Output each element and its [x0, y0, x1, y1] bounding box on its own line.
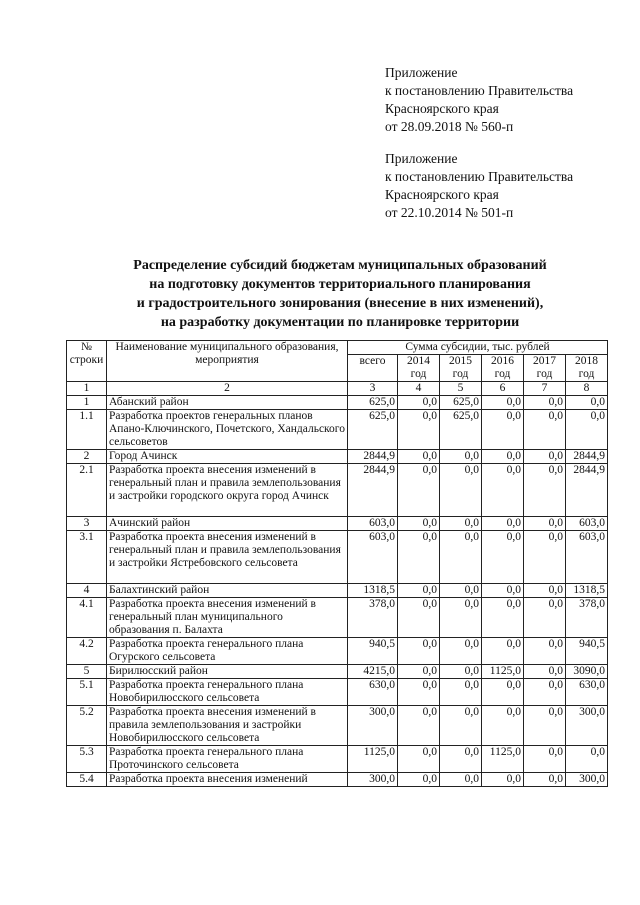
row-name: Разработка проектов генеральных планов Апано-Ключинского, Почетского, Хандальского сельсоветов	[107, 410, 348, 450]
table-row	[67, 598, 608, 638]
header-row-1	[67, 341, 608, 355]
row-2018: 603,0	[566, 531, 608, 584]
row-2014: 0,0	[398, 410, 440, 450]
row-name: Ачинский район	[107, 517, 348, 531]
row-2017: 0,0	[524, 746, 566, 773]
header-year: 2018 год	[566, 355, 608, 382]
appendix-note-2	[385, 150, 573, 222]
row-number: 2	[67, 450, 107, 464]
row-2014: 0,0	[398, 464, 440, 517]
title-line2: на подготовку документов территориального планирования	[149, 277, 531, 292]
row-number: 1	[67, 396, 107, 410]
header-index-row	[67, 382, 608, 396]
table-row	[67, 665, 608, 679]
row-2014: 0,0	[398, 746, 440, 773]
row-2015: 625,0	[440, 410, 482, 450]
row-2017: 0,0	[524, 679, 566, 706]
table-row	[67, 450, 608, 464]
row-2018: 1318,5	[566, 584, 608, 598]
row-2017: 0,0	[524, 517, 566, 531]
row-2016: 0,0	[482, 396, 524, 410]
row-total: 1318,5	[348, 584, 398, 598]
column-index: 4	[398, 382, 440, 396]
appendix-note-1	[385, 64, 573, 136]
row-2015: 0,0	[440, 746, 482, 773]
header-year: 2014 год	[398, 355, 440, 382]
row-total: 603,0	[348, 531, 398, 584]
row-2017: 0,0	[524, 464, 566, 517]
row-2014: 0,0	[398, 665, 440, 679]
row-2017: 0,0	[524, 706, 566, 746]
row-2014: 0,0	[398, 598, 440, 638]
header-total: всего	[348, 355, 398, 382]
column-index: 1	[67, 382, 107, 396]
document-title	[60, 256, 620, 332]
row-2017: 0,0	[524, 584, 566, 598]
column-index: 7	[524, 382, 566, 396]
row-total: 603,0	[348, 517, 398, 531]
row-name: Город Ачинск	[107, 450, 348, 464]
row-2015: 0,0	[440, 464, 482, 517]
row-2014: 0,0	[398, 584, 440, 598]
header-year: 2015 год	[440, 355, 482, 382]
row-total: 1125,0	[348, 746, 398, 773]
row-2015: 0,0	[440, 584, 482, 598]
row-2014: 0,0	[398, 517, 440, 531]
title-line3: и градостроительного зонирования (внесение в них изменений),	[136, 296, 544, 311]
header-year: 2016 год	[482, 355, 524, 382]
row-total: 625,0	[348, 396, 398, 410]
appendix-2-line4: от 22.10.2014 № 501-п	[385, 205, 514, 220]
row-name: Абанский район	[107, 396, 348, 410]
table-row	[67, 746, 608, 773]
appendix-1-line3: Красноярского края	[385, 101, 499, 116]
row-2014: 0,0	[398, 773, 440, 787]
row-2016: 0,0	[482, 638, 524, 665]
row-total: 300,0	[348, 706, 398, 746]
row-number: 4.2	[67, 638, 107, 665]
row-number: 4.1	[67, 598, 107, 638]
row-2016: 0,0	[482, 706, 524, 746]
row-2018: 3090,0	[566, 665, 608, 679]
row-number: 5.4	[67, 773, 107, 787]
column-index: 2	[107, 382, 348, 396]
row-2016: 0,0	[482, 773, 524, 787]
row-name: Разработка проекта внесения изменений в генеральный план и правила землепользования и застройки Ястребовского сельсовета	[107, 531, 348, 584]
row-number: 4	[67, 584, 107, 598]
column-index: 3	[348, 382, 398, 396]
table-row	[67, 464, 608, 517]
row-2016: 1125,0	[482, 665, 524, 679]
row-2014: 0,0	[398, 531, 440, 584]
row-2018: 0,0	[566, 410, 608, 450]
row-2018: 630,0	[566, 679, 608, 706]
row-2018: 2844,9	[566, 464, 608, 517]
row-number: 5.1	[67, 679, 107, 706]
column-index: 8	[566, 382, 608, 396]
row-2018: 300,0	[566, 706, 608, 746]
row-name: Разработка проекта внесения изменений в генеральный план и правила землепользования и застройки городского округа город Ачинск	[107, 464, 348, 517]
row-total: 630,0	[348, 679, 398, 706]
row-2017: 0,0	[524, 531, 566, 584]
table-row	[67, 531, 608, 584]
row-2015: 0,0	[440, 665, 482, 679]
row-2017: 0,0	[524, 598, 566, 638]
row-2015: 0,0	[440, 638, 482, 665]
row-name: Балахтинский район	[107, 584, 348, 598]
row-2016: 0,0	[482, 584, 524, 598]
row-2016: 1125,0	[482, 746, 524, 773]
row-2017: 0,0	[524, 638, 566, 665]
row-total: 2844,9	[348, 464, 398, 517]
row-2018: 2844,9	[566, 450, 608, 464]
row-2014: 0,0	[398, 706, 440, 746]
row-2016: 0,0	[482, 450, 524, 464]
table-row	[67, 584, 608, 598]
header-year: 2017 год	[524, 355, 566, 382]
title-line1: Распределение субсидий бюджетам муниципальных образований	[133, 258, 547, 273]
row-2015: 0,0	[440, 679, 482, 706]
header-row-number: № строки	[67, 341, 107, 382]
row-2015: 0,0	[440, 531, 482, 584]
row-total: 940,5	[348, 638, 398, 665]
row-number: 3	[67, 517, 107, 531]
row-name: Бирилюсский район	[107, 665, 348, 679]
appendix-2-line2: к постановлению Правительства	[385, 169, 574, 184]
row-2014: 0,0	[398, 638, 440, 665]
row-2015: 0,0	[440, 598, 482, 638]
title-line4: на разработку документации по планировке территории	[160, 315, 520, 330]
row-number: 3.1	[67, 531, 107, 584]
row-number: 5	[67, 665, 107, 679]
row-2018: 603,0	[566, 517, 608, 531]
row-2015: 0,0	[440, 773, 482, 787]
row-2015: 0,0	[440, 706, 482, 746]
row-2016: 0,0	[482, 464, 524, 517]
row-number: 2.1	[67, 464, 107, 517]
appendix-1-line1: Приложение	[385, 65, 458, 80]
row-2016: 0,0	[482, 410, 524, 450]
row-2016: 0,0	[482, 517, 524, 531]
row-total: 300,0	[348, 773, 398, 787]
row-name: Разработка проекта генерального плана Огурского сельсовета	[107, 638, 348, 665]
subsidy-table	[66, 340, 608, 787]
row-number: 1.1	[67, 410, 107, 450]
column-index: 6	[482, 382, 524, 396]
row-2017: 0,0	[524, 773, 566, 787]
row-2017: 0,0	[524, 665, 566, 679]
row-2018: 0,0	[566, 396, 608, 410]
row-2015: 0,0	[440, 450, 482, 464]
row-total: 625,0	[348, 410, 398, 450]
header-sum: Сумма субсидии, тыс. рублей	[348, 341, 608, 355]
row-total: 378,0	[348, 598, 398, 638]
appendix-1-line4: от 28.09.2018 № 560-п	[385, 119, 514, 134]
row-name: Разработка проекта внесения изменений	[107, 773, 348, 787]
row-2016: 0,0	[482, 598, 524, 638]
table-row	[67, 679, 608, 706]
row-name: Разработка проекта внесения изменений в генеральный план муниципального образования п. Балахта	[107, 598, 348, 638]
row-2018: 0,0	[566, 746, 608, 773]
table-row	[67, 706, 608, 746]
row-name: Разработка проекта генерального плана Новобирилюсского сельсовета	[107, 679, 348, 706]
row-2014: 0,0	[398, 396, 440, 410]
row-number: 5.3	[67, 746, 107, 773]
row-2017: 0,0	[524, 450, 566, 464]
table-row	[67, 396, 608, 410]
row-2018: 300,0	[566, 773, 608, 787]
row-2015: 0,0	[440, 517, 482, 531]
appendix-1-line2: к постановлению Правительства	[385, 83, 574, 98]
row-2016: 0,0	[482, 679, 524, 706]
row-total: 4215,0	[348, 665, 398, 679]
appendix-2-line1: Приложение	[385, 151, 458, 166]
row-2017: 0,0	[524, 396, 566, 410]
table-row	[67, 638, 608, 665]
row-2018: 940,5	[566, 638, 608, 665]
row-2014: 0,0	[398, 679, 440, 706]
row-number: 5.2	[67, 706, 107, 746]
row-2016: 0,0	[482, 531, 524, 584]
row-total: 2844,9	[348, 450, 398, 464]
table-row	[67, 410, 608, 450]
row-2018: 378,0	[566, 598, 608, 638]
row-2014: 0,0	[398, 450, 440, 464]
row-2017: 0,0	[524, 410, 566, 450]
row-2015: 625,0	[440, 396, 482, 410]
appendix-2-line3: Красноярского края	[385, 187, 499, 202]
column-index: 5	[440, 382, 482, 396]
header-name: Наименование муниципального образования, мероприятия	[107, 341, 348, 382]
row-name: Разработка проекта генерального плана Проточинского сельсовета	[107, 746, 348, 773]
table-row	[67, 773, 608, 787]
table-row	[67, 517, 608, 531]
row-name: Разработка проекта внесения изменений в правила землепользования и застройки Новобирилюсского сельсовета	[107, 706, 348, 746]
